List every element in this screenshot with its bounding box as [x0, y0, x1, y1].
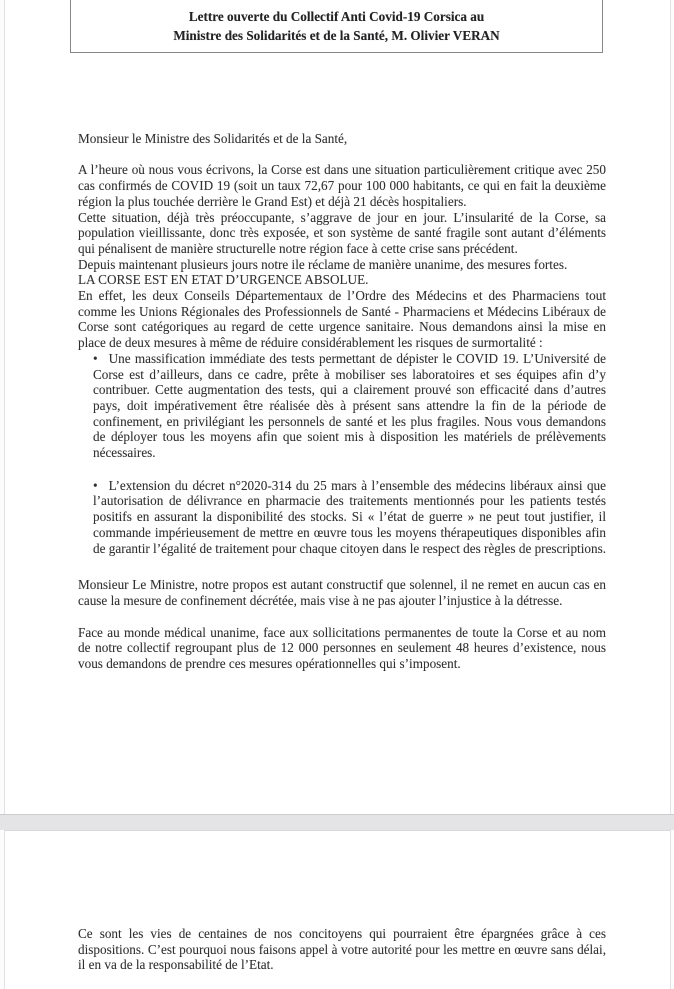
paragraph: Cette situation, déjà très préoccupante, s’aggrave de jour en jour. L’insularité de la Corse, sa population vieillissante, donc très exposée, et son système de santé fragile sont autant d’éléments qui pénalisent de manière structurelle notre région face à cette crise sans précédent. — [78, 209, 606, 256]
page-break-gap — [0, 814, 674, 830]
bullet-icon: • — [93, 350, 98, 366]
paragraph-urgence: LA CORSE EST EN ETAT D’URGENCE ABSOLUE. — [78, 272, 369, 288]
letter-title-line-1: Lettre ouverte du Collectif Anti Covid-19 Corsica au — [188, 9, 485, 24]
salutation: Monsieur le Ministre des Solidarités et de la Santé, — [78, 131, 348, 146]
bullet-text: L’extension du décret n°2020-314 du 25 mars à l’ensemble des médecins libéraux ainsi que l’autorisation de délivrance en pharmacie des traitements mentionnés pour les patients testés positifs en assurant la disponibilité des stocks. Si « l’état de guerre » ne peut tout justifier, il commande impérieusement de mettre en œuvre tous les moyens thérapeutiques disponibles afin de garantir l’égalité de traitement pour chaque citoyen dans le respect des règles de prescriptions. — [93, 477, 607, 556]
bullet-item-decret — [93, 478, 606, 557]
paragraph: Face au monde médical unanime, face aux sollicitations permanentes de toute la Corse et au nom de notre collectif regroupant plus de 12 000 personnes en seulement 48 heures d’existence, nous vous demandons de prendre ces mesures opérationnelles qui s’imposent. — [78, 624, 606, 672]
paragraph: Ce sont les vies de centaines de nos concitoyens qui pourraient être épargnées grâce à ces dispositions. C’est pourquoi nous faisons appel à votre autorité pour les mettre en œuvre sans délai, il en va de la responsabilité de l’Etat. — [78, 926, 606, 973]
paragraph: En effet, les deux Conseils Départementaux de l’Ordre des Médecins et des Pharmaciens tout comme les Unions Régionales des Professionnels de Santé - Pharmaciens et Médecins Libéraux de Corse sont catégoriques au regard de cette urgence sanitaire. Nous demandons ainsi la mise en place de deux mesures à même de réduire considérablement les risques de surmortalité : — [78, 288, 606, 351]
letter-body-page-2 — [78, 926, 606, 973]
bullet-item-tests — [93, 351, 606, 461]
paragraph: Depuis maintenant plusieurs jours notre ile réclame de manière unanime, des mesures fortes. — [78, 256, 568, 272]
document-page-2 — [4, 830, 671, 989]
document-page-1 — [4, 0, 671, 814]
paragraph: A l’heure où nous vous écrivons, la Corse est dans une situation particulièrement critique avec 250 cas confirmés de COVID 19 (soit un taux 72,67 pour 100 000 habitants, ce qui en fait la deuxième région la plus touchée derrière le Grand Est) et déjà 21 décès hospitaliers. — [78, 162, 606, 209]
paragraph: Monsieur Le Ministre, notre propos est autant constructif que solennel, il ne remet en aucun cas en cause la mesure de confinement décrétée, mais vise à ne pas ajouter l’injustice à la détresse. — [78, 577, 606, 608]
letter-title-box — [70, 0, 603, 53]
letter-body — [78, 131, 606, 672]
bullet-text: Une massification immédiate des tests permettant de dépister le COVID 19. L’Université de Corse est d’ailleurs, dans ce cadre, prête à mobiliser ses laboratoires et ses équipes afin d’y contribuer. Cette augmentation des tests, qui a clairement prouvé son efficacité dans d’autres pays, doit impérativement être réalisée dès à présent sans attendre la fin de la période de confinement, en privilégiant les personnels de santé et les plus fragiles. Nous vous demandons de déployer tous les moyens afin que soient mis à disposition les matériels de prélèvements nécessaires. — [93, 350, 606, 461]
letter-title-line-2: Ministre des Solidarités et de la Santé, M. Olivier VERAN — [173, 28, 500, 43]
bullet-icon: • — [93, 477, 98, 493]
